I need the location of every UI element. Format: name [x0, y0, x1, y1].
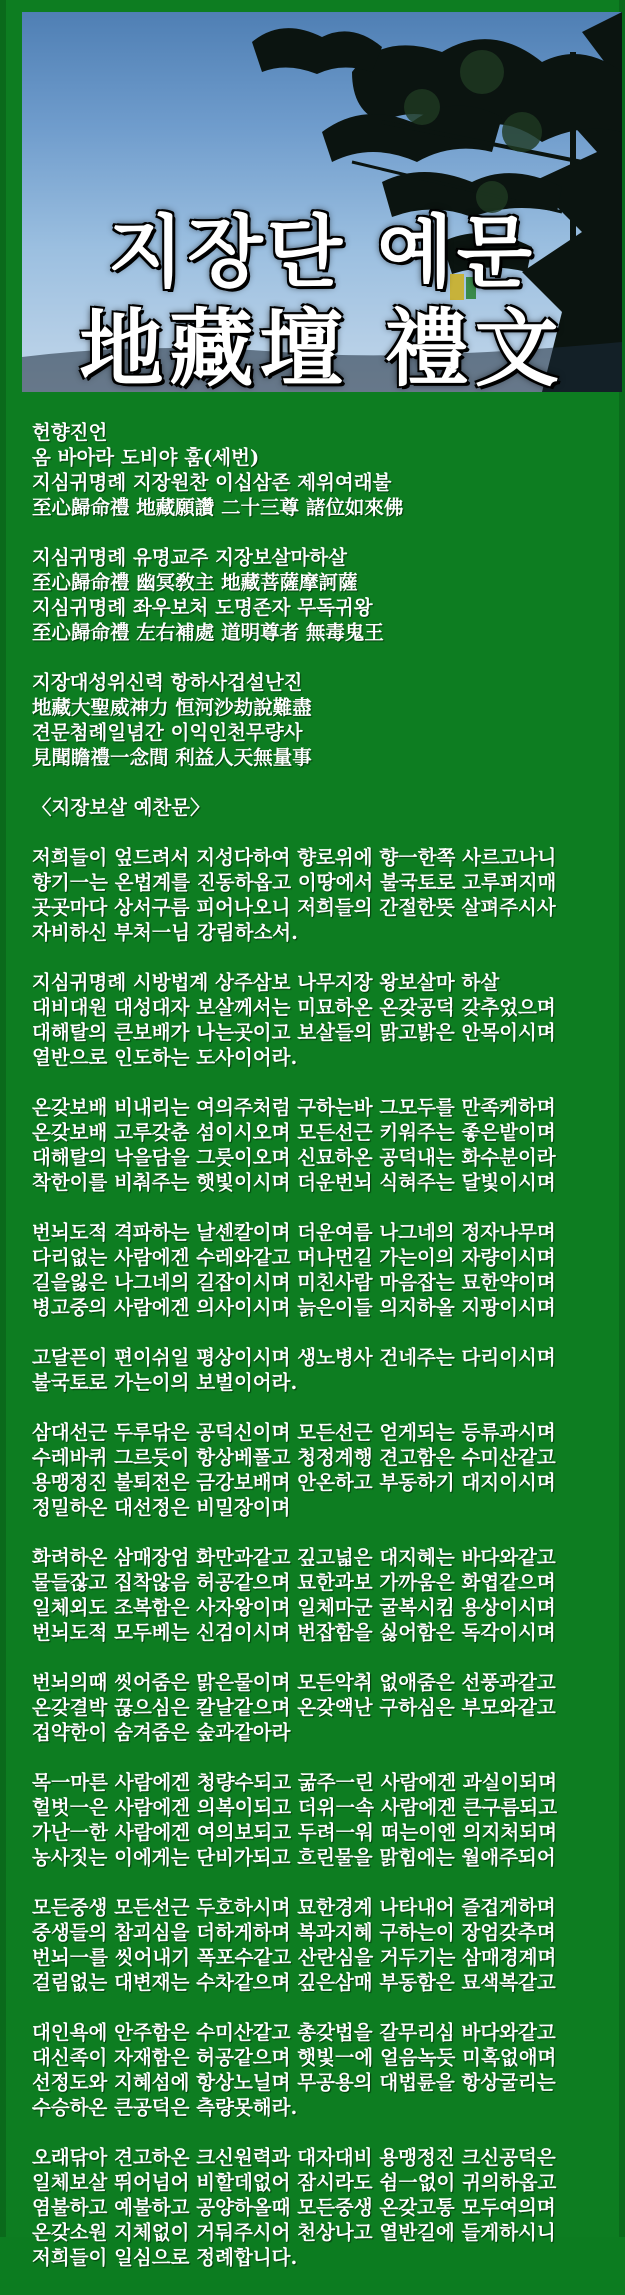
text-line: 번뇌一를 씻어내기 폭포수같고 산란심을 거두기는 삼매경계며: [32, 1946, 557, 1969]
text-line: 헐벗一은 사람에겐 의복이되고 더위一속 사람에겐 큰구름되고: [32, 1796, 558, 1819]
text-paragraph: [32, 2145, 612, 2270]
text-line: 수레바퀴 그르듯이 항상베풀고 청정계행 견고함은 수미산같고: [32, 1446, 556, 1469]
liturgy-text: [32, 420, 612, 2295]
text-line: 용맹정진 불퇴전은 금강보배며 안온하고 부동하기 대지이시며: [32, 1471, 556, 1494]
text-line: 지심귀명례 좌우보처 도명존자 무독귀왕: [32, 596, 373, 619]
text-line: 일체외도 조복함은 사자왕이며 일체마군 굴복시킴 용상이시며: [32, 1596, 556, 1619]
text-paragraph: [32, 1095, 612, 1195]
text-paragraph: [32, 1420, 612, 1520]
text-line: 대비대원 대성대자 보살께서는 미묘하온 온갖공덕 갖추었으며: [32, 996, 556, 1019]
text-line: 헌향진언: [32, 421, 108, 444]
text-line: 가난一한 사람에겐 여의보되고 두려一워 떠는이엔 의지처되며: [32, 1821, 558, 1844]
text-line: 정밀하온 대선정은 비밀장이며: [32, 1496, 291, 1519]
text-line: 화려하온 삼매장엄 화만과같고 깊고넓은 대지혜는 바다와같고: [32, 1546, 556, 1569]
text-line: 길을잃은 나그네의 길잡이시며 미친사람 마음잡는 묘한약이며: [32, 1271, 556, 1294]
text-line: 오래닦아 견고하온 크신원력과 대자대비 용맹정진 크신공덕은: [32, 2146, 556, 2169]
text-line: 地藏大聖威神力 恒河沙劫說難盡: [32, 696, 312, 719]
text-line: 대해탈의 낙을담을 그릇이오며 신묘하온 공덕내는 화수분이라: [32, 1146, 556, 1169]
text-paragraph: [32, 845, 612, 945]
text-line: 저희들이 일심으로 정례합니다.: [32, 2246, 298, 2269]
text-paragraph: [32, 970, 612, 1070]
text-line: 지심귀명례 유명교주 지장보살마하살: [32, 546, 347, 569]
text-line: 대신족이 자재함은 허공같으며 햇빛一에 얼음녹듯 미혹없애며: [32, 2046, 557, 2069]
text-paragraph: [32, 670, 612, 770]
text-line: 향기一는 온법계를 진동하옵고 이땅에서 불국토로 고루퍼지매: [32, 871, 557, 894]
text-line: 병고중의 사람에겐 의사이시며 늙은이들 의지하올 지팡이시며: [32, 1296, 556, 1319]
title-korean: 지장단 예문: [108, 208, 536, 298]
text-line: 대인욕에 안주함은 수미산같고 총갖법을 갈무리심 바다와같고: [32, 2021, 556, 2044]
text-line: 옴 바아라 도비야 훔(세번): [32, 446, 260, 469]
text-line: 불국토로 가는이의 보벌이어라.: [32, 1371, 298, 1394]
text-line: 대해탈의 큰보배가 나는곳이고 보살들의 맑고밝은 안목이시며: [32, 1021, 556, 1044]
text-line: 물들잖고 집착않음 허공같으며 묘한과보 가까움은 화엽같으며: [32, 1571, 556, 1594]
text-line: 중생들의 참괴심을 더하게하며 복과지혜 구하는이 장엄갖추며: [32, 1921, 556, 1944]
text-line: 견문첨례일념간 이익인천무량사: [32, 721, 303, 744]
text-line: 삼대선근 두루닦은 공덕신이며 모든선근 얻게되는 등류과시며: [32, 1421, 556, 1444]
text-line: 자비하신 부처一님 강림하소서.: [32, 921, 298, 944]
text-paragraph: [32, 420, 612, 520]
text-line: 일체보살 뛰어넘어 비할데없어 잠시라도 쉼一없이 귀의하옵고: [32, 2171, 557, 2194]
text-paragraph: [32, 1345, 612, 1395]
text-paragraph: [32, 1220, 612, 1320]
text-line: 착한이를 비춰주는 햇빛이시며 더운번뇌 식혀주는 달빛이시며: [32, 1171, 556, 1194]
text-paragraph: [32, 1670, 612, 1745]
text-line: 지심귀명례 시방법계 상주삼보 나무지장 왕보살마 하살: [32, 971, 500, 994]
text-line: 곳곳마다 상서구름 피어나오니 저희들의 간절한뜻 살펴주시사: [32, 896, 556, 919]
text-line: 번뇌의때 씻어줌은 맑은물이며 모든악취 없애줌은 선풍과같고: [32, 1671, 556, 1694]
text-line: 온갖보배 비내리는 여의주처럼 구하는바 그모두를 만족케하며: [32, 1096, 556, 1119]
text-line: 목一마른 사람에겐 청량수되고 굶주一린 사람에겐 과실이되며: [32, 1771, 558, 1794]
text-line: 농사짓는 이에게는 단비가되고 흐린물을 맑힘에는 월애주되어: [32, 1846, 556, 1869]
text-paragraph: [32, 2020, 612, 2120]
text-line: 至心歸命禮 地藏願讚 二十三尊 諸位如來佛: [32, 496, 404, 519]
title-hanja: 地藏壇 禮文: [79, 299, 565, 392]
text-line: 번뇌도적 모두베는 신검이시며 번잡함을 싫어함은 독각이시며: [32, 1621, 556, 1644]
text-paragraph: [32, 545, 612, 645]
text-paragraph: [32, 795, 612, 820]
text-paragraph: [32, 1545, 612, 1645]
text-paragraph: [32, 1770, 612, 1870]
text-line: 염불하고 예불하고 공양하올때 모든중생 온갖고통 모두여의며: [32, 2196, 556, 2219]
text-line: 고달픈이 편이쉬일 평상이시며 생노병사 건네주는 다리이시며: [32, 1346, 556, 1369]
title-banner: [22, 12, 622, 392]
text-line: 겁약한이 숨겨줌은 숲과같아라: [32, 1721, 291, 1744]
text-line: 온갖소원 지체없이 거둬주시어 천상나고 열반길에 들게하시니: [32, 2221, 556, 2244]
text-line: 모든중생 모든선근 두호하시며 묘한경계 나타내어 즐겁게하며: [32, 1896, 556, 1919]
text-line: 지심귀명례 지장원찬 이십삼존 제위여래불: [32, 471, 392, 494]
text-line: 수승하온 큰공덕은 측량못해라.: [32, 2096, 298, 2119]
text-line: 至心歸命禮 幽冥敎主 地藏菩薩摩訶薩: [32, 571, 358, 594]
text-line: 걸림없는 대변재는 수차같으며 깊은삼매 부동함은 묘색복같고: [32, 1971, 556, 1994]
text-line: 저희들이 엎드려서 지성다하여 향로위에 향一한쪽 사르고나니: [32, 846, 557, 869]
text-line: 지장대성위신력 항하사겁설난진: [32, 671, 303, 694]
text-line: 온갖보배 고루갖춘 섬이시오며 모든선근 키워주는 좋은밭이며: [32, 1121, 556, 1144]
text-line: 至心歸命禮 左右補處 道明尊者 無毒鬼王: [32, 621, 384, 644]
text-line: 열반으로 인도하는 도사이어라.: [32, 1046, 298, 1069]
text-line: 다리없는 사람에겐 수레와같고 머나먼길 가는이의 자량이시며: [32, 1246, 556, 1269]
text-line: 〈지장보살 예찬문〉: [32, 796, 210, 819]
text-line: 선정도와 지혜섬에 항상노닐며 무공용의 대법륜을 항상굴리는: [32, 2071, 556, 2094]
text-line: 온갖결박 끊으심은 칼날같으며 온갖액난 구하심은 부모와같고: [32, 1696, 556, 1719]
text-paragraph: [32, 1895, 612, 1995]
text-line: 번뇌도적 격파하는 날센칼이며 더운여름 나그네의 정자나무며: [32, 1221, 556, 1244]
text-line: 見聞瞻禮一念間 利益人天無量事: [32, 746, 312, 769]
